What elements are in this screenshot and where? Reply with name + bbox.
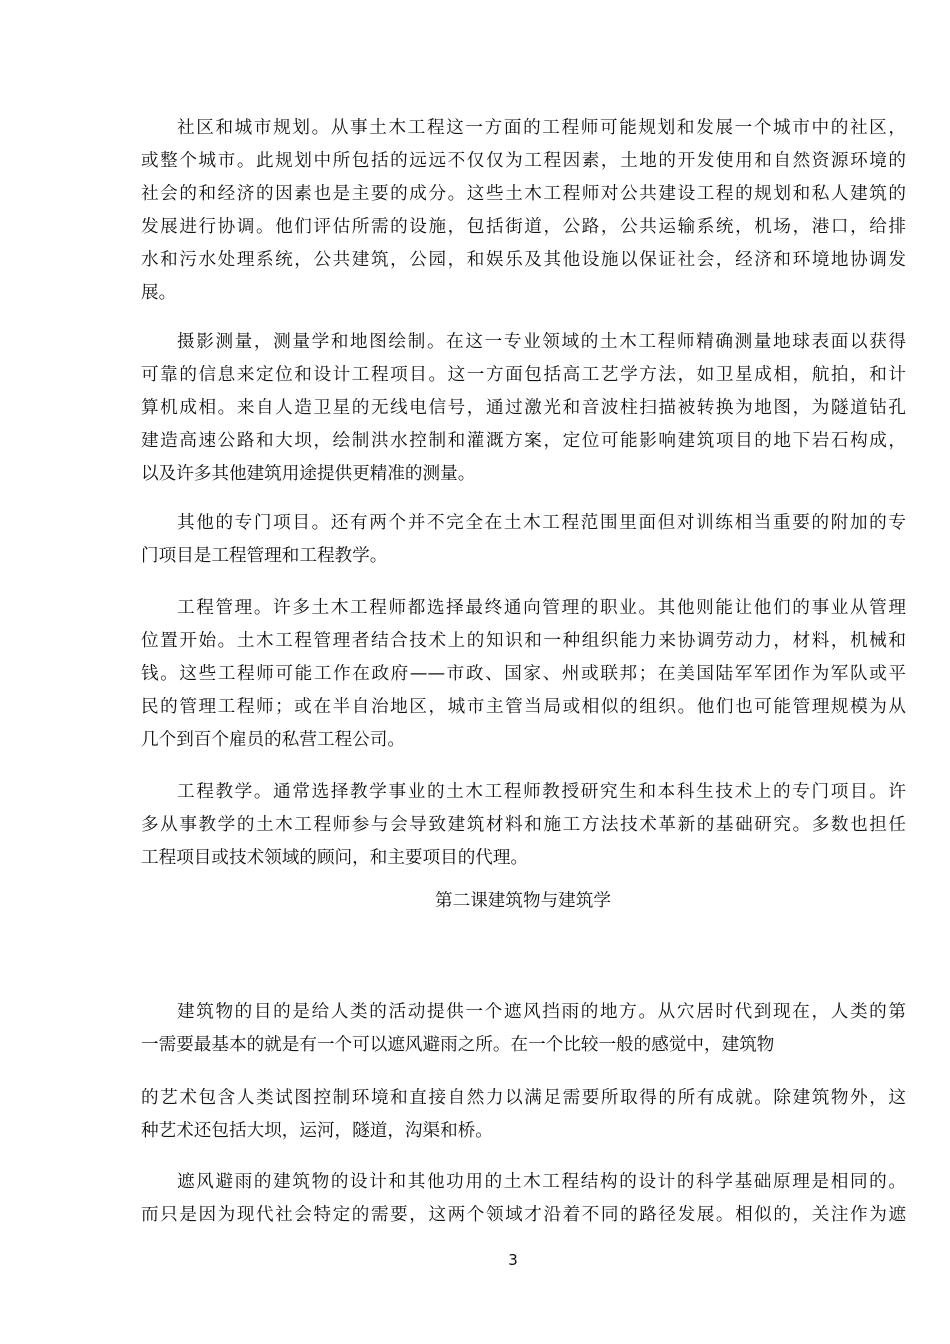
text-line: 水和污水处理系统，公共建筑，公园，和娱乐及其他设施以保证社会，经济和环境地协调发 — [141, 250, 906, 270]
page-number: 3 — [508, 1251, 518, 1269]
text-line: 遮风避雨的建筑物的设计和其他功用的土木工程结构的设计的科学基础原理是相同的。 — [177, 1172, 906, 1192]
text-line: 可靠的信息来定位和设计工程项目。这一方面包括高工艺学方法，如卫星成相，航拍，和计 — [141, 365, 906, 385]
text-line: 社区和城市规划。从事土木工程这一方面的工程师可能规划和发展一个城市中的社区， — [177, 118, 906, 138]
text-line: 摄影测量，测量学和地图绘制。在这一专业领域的土木工程师精确测量地球表面以获得 — [177, 332, 906, 352]
text-line: 多从事教学的土木工程师参与会导致建筑材料和施工方法技术革新的基础研究。多数也担任 — [141, 815, 906, 835]
text-line: 几个到百个雇员的私营工程公司。 — [141, 730, 405, 750]
text-line: 种艺术还包括大坝，运河，隧道，沟渠和桥。 — [141, 1121, 493, 1141]
text-line: 位置开始。土木工程管理者结合技术上的知识和一种组织能力来协调劳动力，材料，机械和 — [141, 631, 906, 651]
text-line: 以及许多其他建筑用途提供更精准的测量。 — [141, 464, 476, 484]
text-line: 建造高速公路和大坝，绘制洪水控制和灌溉方案，定位可能影响建筑项目的地下岩石构成， — [141, 431, 906, 451]
text-line: 民的管理工程师；或在半自治地区，城市主管当局或相似的组织。他们也可能管理规模为从 — [141, 697, 906, 717]
text-line: 其他的专门项目。还有两个并不完全在土木工程范围里面但对训练相当重要的附加的专 — [177, 513, 906, 533]
text-line: 发展进行协调。他们评估所需的设施，包括街道，公路，公共运输系统，机场，港口，给排 — [141, 217, 906, 237]
text-line: 工程项目或技术领域的顾问，和主要项目的代理。 — [141, 848, 529, 868]
text-line: 社会的和经济的因素也是主要的成分。这些土木工程师对公共建设工程的规划和私人建筑的 — [141, 184, 906, 204]
text-line: 展。 — [141, 283, 177, 303]
text-line: 一需要最基本的就是有一个可以遮风避雨之所。在一个比较一般的感觉中，建筑物 — [141, 1035, 775, 1055]
text-line: 的艺术包含人类试图控制环境和直接自然力以满足需要所取得的所有成就。除建筑物外，这 — [141, 1088, 906, 1108]
lesson-heading: 第二课建筑物与建筑学 — [435, 891, 611, 911]
text-line: 钱。这些工程师可能工作在政府——市政、国家、州或联邦；在美国陆军军团作为军队或平 — [141, 664, 906, 684]
text-line: 而只是因为现代社会特定的需要，这两个领域才沿着不同的路径发展。相似的，关注作为遮 — [141, 1205, 906, 1225]
text-line: 工程管理。许多土木工程师都选择最终通向管理的职业。其他则能让他们的事业从管理 — [177, 598, 906, 618]
text-line: 工程教学。通常选择教学事业的土木工程师教授研究生和本科生技术上的专门项目。许 — [177, 782, 906, 802]
text-line: 算机成相。来自人造卫星的无线电信号，通过激光和音波柱扫描被转换为地图，为隧道钻孔 — [141, 398, 906, 418]
text-line: 或整个城市。此规划中所包括的远远不仅仅为工程因素，土地的开发使用和自然资源环境的 — [141, 151, 906, 171]
text-line: 建筑物的目的是给人类的活动提供一个遮风挡雨的地方。从穴居时代到现在，人类的第 — [177, 1002, 906, 1022]
text-line: 门项目是工程管理和工程教学。 — [141, 546, 388, 566]
